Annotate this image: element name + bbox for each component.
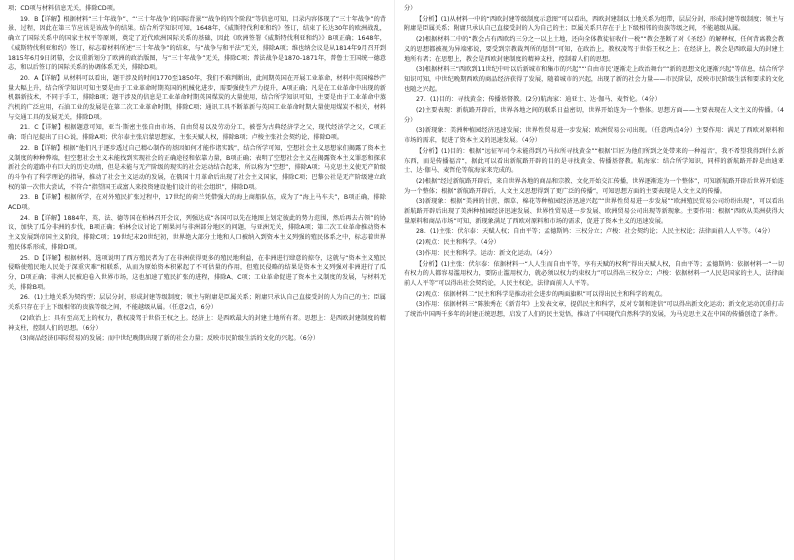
answer-paragraph: 20．A【详解】从材料可以看出，题干涉及的时间1770至1850年，我们不难判断出，此间期英国在开展工业革命，材料中英国棉纱产量大幅上升，结合所学知识可知主要是由于工业革命时期英国的机械化进步，需要强使生产力提升，A项正确；凡是在工业革命中出现的新机器新技术，不同于手工，排除B项；题干涉及的信息是工业革命时期英国煤炭的大量使用，结合所学知识可知，主要是由于工业革命中蒸汽机的广泛应用，石油工业的发展是在第二次工业革命时期，排除C项；通讯工具不断革新与英国工业革命时期大量使用煤炭不相关，材料与交通工具的发展无关，排除D项。 — [8, 74, 386, 121]
answer-paragraph: 23．B【详解】根据所学，在对外殖民扩张过程中，17世纪的荷兰凭借强大的海上商船队伍，成为了“海上马车夫”，B项正确，排除ACD项。 — [8, 194, 386, 212]
answer-paragraph: (3)作用：依据材料三“陈独秀在《新青年》上发表文章，提倡民主和科学，反对专制和迷信”可以得出新文化运动；新文化运动沉重打击了统治中国两千多年的封建正统思想，启发了人们的民主觉悟，推动了中国现代自然科学的发展，为马克思主义在中国的传播创造了条件。 — [404, 301, 784, 319]
answer-paragraph: 22．B【详解】根据“他们凡于逐步透过自己精心制作的基因如何才能作诸实践”，结合所学可知，空想社会主义思想家们揭露了资本主义制度的种种弊端，但空想社会主义未能找到实现社会的正确途径和依靠力量，B项正确；表明了空想社会主义在揭露资本主义罪恶和探求新社会的道路中有巨大的历史功绩，但是未能与无产阶级的现实的社会运动结合起来，所以称为“空想”，排除A项；马克思主义使无产阶级的斗争有了科学理论的指导，推动了社会主义运动的发展，在俄国十月革命后出现了社会主义国家，排除C项；巴黎公社是无产阶级建立政权的第一次伟大尝试，不符合“指望国王或富人来投资建设他们设计的社会组织”，排除D项。 — [8, 144, 386, 191]
answer-paragraph: 【分析】(1)主张：伏尔泰：依据材料一“人人生而自由平等，享有天赋的权利”得出天赋人权，自由平等；孟德斯鸠：依据材料一“一切有权力的人都容易滥用权力，要防止滥用权力，就必须以权力约束权力”可以得出三权分立；卢梭：依据材料一“人民是国家的主人，法律面前人人平等”可以得出社会契约论，人民主权论，法律面前人人平等。 — [404, 260, 784, 287]
answer-paragraph: (3)新现象：美洲种植园经济迅速发展；世界性贸易进一步发展；欧洲贸易公司出现。（任意两点4分）主要作用：满足了西欧对原料和市场的需求，促进了资本主义的迅速发展。（4分） — [404, 127, 784, 145]
answer-paragraph: (3)根据材料三“西欧到11世纪中叶以后新城市和集市的兴起”“‘自由市民’逐渐走上政治舞台”“新的思想文化逐渐兴起”等信息，结合所学知识可知，中世纪晚期西欧的商品经济获得了发展，随着城市的兴起，出现了新的社会力量——市民阶层，反映市民阶级生活和要求的文化也随之兴起。 — [404, 66, 784, 93]
answer-paragraph: (2)根据“经过新航路开辟后，来自世界各地的商品和宗教、文化开始交汇传播，世界逐渐连为一个整体”，可知新航路开辟后世界开始连为一个整体；根据“新航路开辟后，人文主义思想得到了更广泛的传播”，可知思想方面的主要表现是人文主义的传播。 — [404, 177, 784, 195]
answer-paragraph: 19．B【详解】根据材料“三十年战争”、“‘三十年战争’的国际背景”“战争的四个阶段”等信息可知，目录内容体现了“三十年战争”的背景、过程，因此在第三节应该是该战争的结果。结合所学知识可知，1648年，《威斯特伐利亚和约》签订，结束了长达30年的欧洲战乱，确立了国际关系中的国家主权平等原则，奠定了近代欧洲国际关系的基础，因此《欧洲签署《威斯特伐利亚和约》》B项正确；1648年，《威斯特伐利亚和约》签订，标志着材料所述“三十年战争”的结束，与“战争与和平法”无关，排除A项；维也纳会议是从1814年9月召开到1815年6月9日闭幕，会议重新划分了欧洲的政治版图，与“三十年战争”无关，排除C项；普法战争是1870-1871年，普鲁士王国统一德意志，和以后签订的国际关系的协调体系无关，排除D项。 — [8, 15, 386, 72]
answer-paragraph: 【分析】(1)目的：根据“远征军司令未能得到乃马拉所寻找黄金”“根据‘巨匠为他们所到之处带来的一种福音’，我不希望我得到什么新东西，而是传播福音”，据此可以看出新航路开辟的目的是寻找黄金、传播基督教。航海家：结合所学知识，同样的新航路开辟是由迪亚士、达·伽马、麦哲伦等航海家来完成的。 — [404, 147, 784, 175]
right-column — [404, 4, 784, 556]
answer-paragraph: (2)主要表现：新航路开辟后，世界各地之间的联系日益密切，世界开始连为一个整体。思想方面——主要表现在人文主义的传播。（4分） — [404, 107, 784, 124]
answer-paragraph: 28．(1)主张：伏尔泰：天赋人权；自由平等；孟德斯鸠：三权分立；卢梭：社会契约论；人民主权论；法律面前人人平等。（4分） — [416, 228, 774, 236]
answer-paragraph: 25．D【详解】根据材料，选项说明了西方殖民者为了在非洲获得更多的殖民地利益，在非洲进行肆意的掠夺，这就与“资本主义殖民侵略使殖民地人民处于深重灾难”相联系，从而为原始资本积累起了不可估量的作用，但殖民侵略的结果是资本主义列强对非洲进行了瓜分，D项正确；非洲人民被迫卷入世界市场，这也加速了殖民扩张的进程，排除A、C项；工业革命促进了资本主义制度的发展，与材料无关，排除B项。 — [8, 254, 386, 291]
answer-paragraph: (2)政治上：具有至高无上的权力，教权凌驾于世俗王权之上。经济上：是西欧最大的封建土地所有者。思想上：是西欧封建制度的精神支柱，控制人们的思想。（6分） — [8, 314, 386, 332]
answer-paragraph: (3)新现象：根据“美洲的甘蔗、烟草、棉花等种植园经济迅速兴起”“世界性贸易进一步发展”“欧洲殖民贸易公司纷纷出现”，可以看出新航路开辟后出现了美洲种植园经济迅速发展、世界性贸易进一步发展、欧洲贸易公司出现等新现象。主要作用：根据“西欧从美洲获得大量原料和商品市场”可知，新现象满足了西欧对原料和市场的需求，促进了资本主义的迅速发展。 — [404, 198, 784, 225]
answer-paragraph: (2)观点：依据材料二“民主和科学是推动社会进步的两面旗帜”可以得出民主和科学的观点。 — [416, 290, 667, 298]
left-column — [8, 4, 386, 556]
answer-paragraph: 26．(1)土地关系为契约型；层层分封，形成封建等级制度；领主与附庸是臣属关系；附庸只承认自己直接受封的人为自己的主；臣属关系只存在于上下级相邻的贵族等级之间，不能越级从属。（任意2点，6分） — [8, 294, 386, 312]
answer-paragraph: (2)观点：民主和科学。（4分） — [416, 239, 500, 247]
answer-paragraph: 24．B【详解】1884年，英、法、德等国在柏林召开会议，列强达成“各国可以先在地图上划定彼此的势力范围，然后再去占领”的协议，加快了瓜分非洲的步伐，B项正确；柏林会议讨论了刚果河与非洲部分地区的问题，与亚洲无关，排除A项；第二次工业革命推动资本主义发展到帝国主义阶段，排除C项；19世纪末20世纪初，世界绝大部分土地和人口被纳入到资本主义列强的殖民体系之中，标志着世界殖民体系形成，排除D项。 — [8, 214, 386, 251]
answer-paragraph: 项；CD项与材料信息无关，排除CD项。 — [8, 5, 119, 12]
answer-paragraph: 27．(1)目的：寻找黄金；传播基督教。(2分)航海家：迪亚士、达·伽马、麦哲伦。（4分） — [416, 96, 661, 104]
answer-paragraph: 21．C【详解】根据题意可知，亚当·斯密主张自由市场、自由贸易以及劳动分工，被誉为古典经济学之父，现代经济学之父，C项正确；哥白尼提出了日心说，排除A项；伏尔泰主张启蒙思想家，主张天赋人权，排除B项；卢梭主张社会契约论，排除D项。 — [8, 124, 386, 142]
column-gutter — [394, 0, 395, 560]
answer-paragraph: 【分析】(1)从材料一中的“西欧封建等级制度示意图”可以看出，西欧封建制以土地关系为纽带，层层分封，形成封建等级制度；领主与附庸是臣属关系；附庸只承认自己直接受封的人为自己的主；臣属关系只存在于上下级相邻的贵族等级之间，不能越级从属。 — [404, 15, 784, 33]
answer-paragraph: (3)商品经济(国际贸易)的发展；而中世纪晚期出现了新的社会力量；反映市民阶级生活的文化的兴起。（6分） — [20, 335, 320, 343]
answer-paragraph: (3)作用：民主和科学。运动：新文化运动。（4分） — [416, 249, 556, 257]
answer-paragraph: 分） — [404, 5, 417, 12]
answer-paragraph: (2)根据材料二中的“教会占有西欧约三分之一以上土地，还向全体教徒征收什一税”“教会垄断了对《圣经》的解释权，任何背离教会教义的思想都被视为异端邪说，要受到宗教裁判所的惩罚”可知，在政治上，教权凌驾于世俗王权之上；在经济上，教会是西欧最大的封建土地所有者；在思想上，教会是西欧封建制度的精神支柱，控制着人们的思想。 — [404, 36, 784, 63]
